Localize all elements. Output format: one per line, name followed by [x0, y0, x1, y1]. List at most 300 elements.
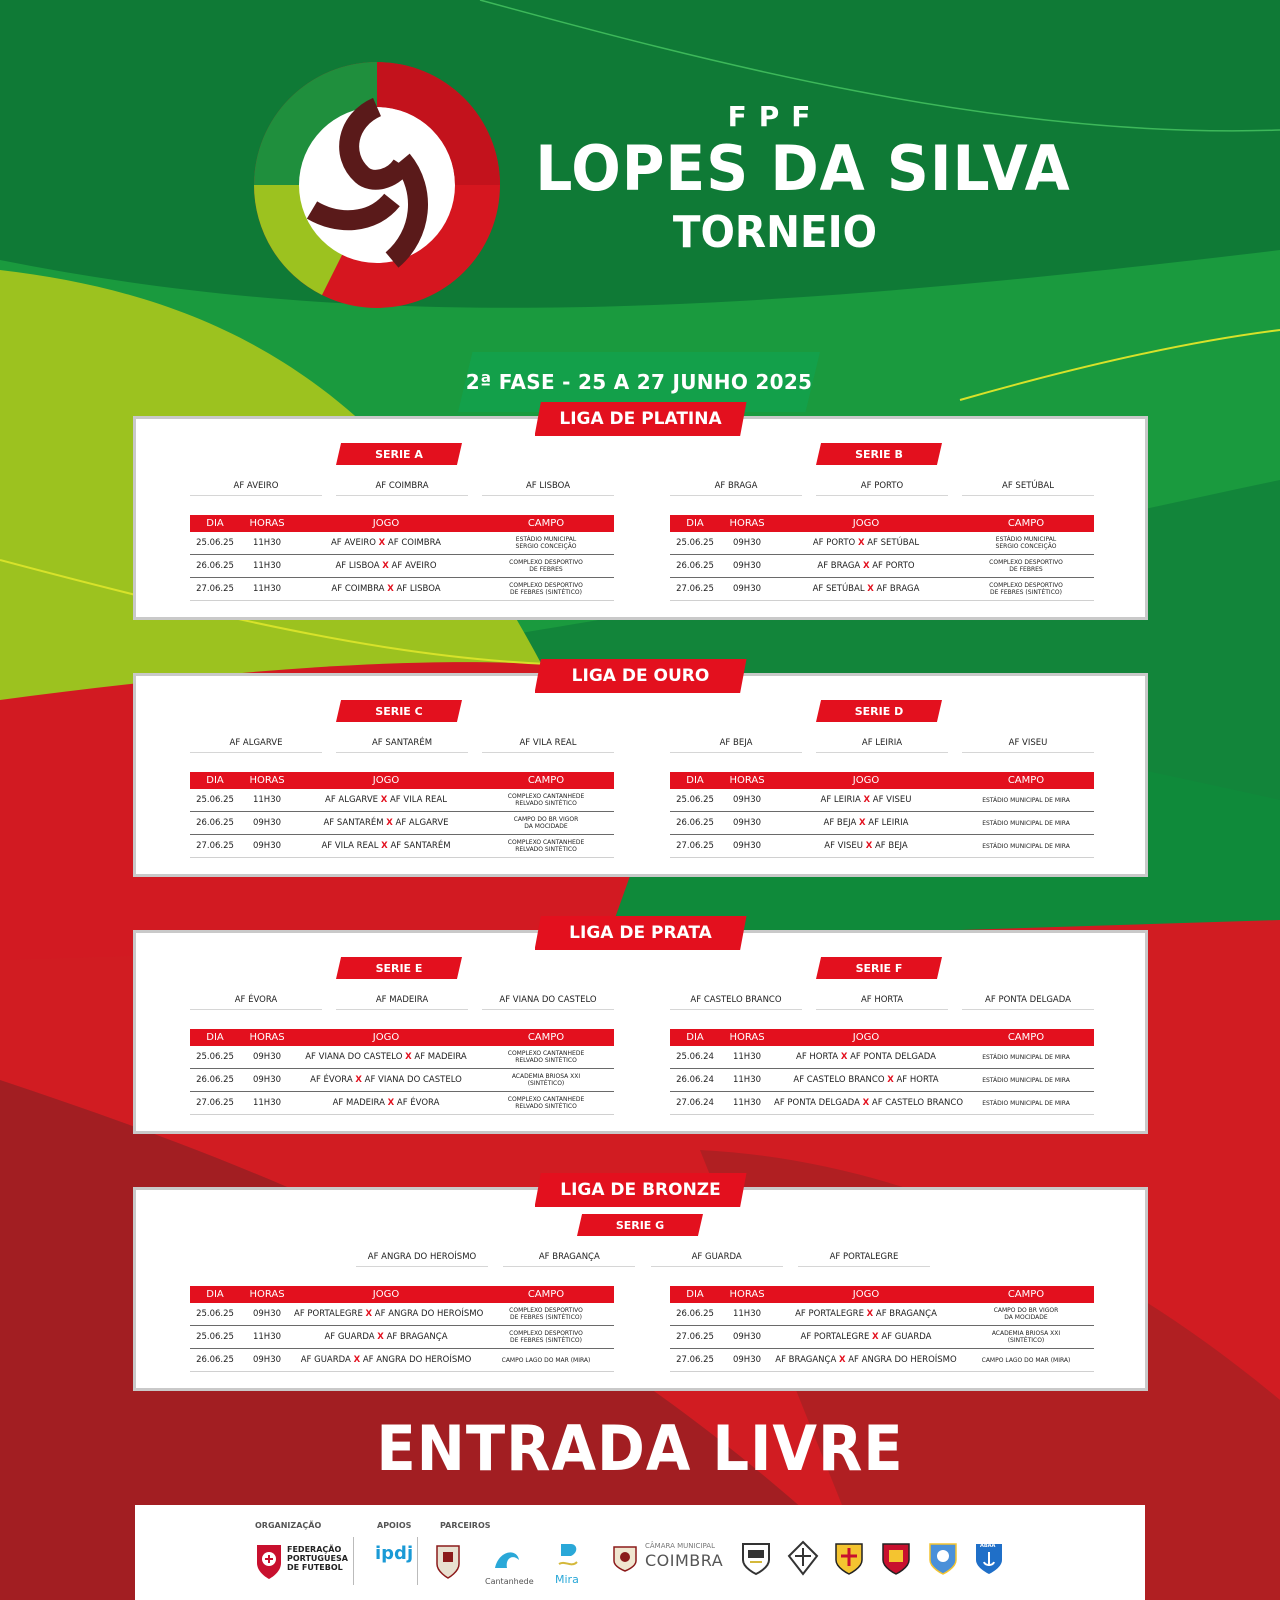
serie-name: SERIE A	[375, 447, 423, 461]
venue-line-1: CAMPO LAGO DO MAR (MIRA)	[501, 1356, 591, 1364]
game-row	[190, 812, 614, 835]
home-team: AF AVEIRO	[330, 538, 376, 548]
column-dia: DIA	[206, 775, 224, 786]
venue-line-2: DE FEBRES (SINTÉTICO)	[510, 589, 582, 596]
game-row	[190, 1303, 614, 1326]
venue-line-2: SERGIO CONCEIÇÃO	[515, 543, 577, 550]
versus-mark: X	[866, 1309, 874, 1319]
game-venue	[478, 793, 614, 807]
home-team: AF PORTALEGRE	[294, 1309, 363, 1319]
versus-mark: X	[858, 818, 866, 828]
game-date: 26.06.24	[676, 1075, 714, 1085]
game-matchup	[294, 1052, 478, 1062]
venue-line-2: (SINTÉTICO)	[527, 1080, 565, 1087]
home-team: AF ÉVORA	[310, 1075, 353, 1085]
mira-logo-icon	[555, 1540, 581, 1576]
venue-line-2: DE FEBRES (SINTÉTICO)	[510, 1314, 582, 1321]
game-row	[670, 1303, 1094, 1326]
schedule-table	[670, 1286, 1094, 1372]
game-row	[190, 532, 614, 555]
team-name: AF PORTO	[816, 481, 948, 496]
team-name: AF CASTELO BRANCO	[670, 995, 802, 1010]
column-horas: HORAS	[729, 1032, 765, 1043]
team-name: AF LISBOA	[482, 481, 614, 496]
game-venue	[958, 1054, 1094, 1061]
ipdj-logo: ipdj	[375, 1543, 414, 1564]
venue-line-1: COMPLEXO DESPORTIVO	[509, 1330, 583, 1337]
venue-line-2: DE FEBRES	[529, 566, 563, 573]
home-team: AF BEJA	[823, 818, 857, 828]
venue-line-1: ACADEMIA BRIOSA XXI	[991, 1330, 1061, 1337]
away-team: AF VILA REAL	[389, 795, 447, 805]
home-team: AF SETÚBAL	[812, 584, 865, 594]
home-team: AF SANTARÉM	[323, 818, 384, 828]
venue-line-1: ESTÁDIO MUNICIPAL DE MIRA	[982, 819, 1070, 827]
game-row	[190, 835, 614, 858]
column-campo: CAMPO	[527, 775, 565, 786]
game-row	[670, 532, 1094, 555]
game-venue	[478, 1307, 614, 1321]
versus-mark: X	[381, 841, 388, 851]
game-date: 26.06.25	[196, 1355, 234, 1365]
game-row	[670, 1349, 1094, 1372]
away-team: AF VIANA DO CASTELO	[364, 1075, 462, 1085]
venue-line-1: ESTÁDIO MUNICIPAL DE MIRA	[982, 796, 1070, 804]
game-time: 11H30	[252, 1098, 282, 1108]
game-row	[190, 1092, 614, 1115]
serie-tag	[816, 957, 942, 979]
home-team: AF LEIRIA	[820, 795, 861, 805]
venue-line-2: DA MOCIDADE	[1004, 1314, 1048, 1321]
away-team: AF ALGARVE	[395, 818, 449, 828]
column-dia: DIA	[206, 518, 224, 529]
league-panel	[133, 409, 1148, 620]
versus-mark: X	[380, 795, 388, 805]
game-time: 11H30	[252, 795, 282, 805]
game-date: 27.06.25	[196, 584, 234, 594]
team-name: AF BRAGANÇA	[503, 1252, 635, 1267]
venue-line-2: DA MOCIDADE	[524, 823, 568, 830]
game-time: 09H30	[732, 818, 762, 828]
game-time: 09H30	[732, 841, 762, 851]
serie-tag	[816, 700, 942, 722]
league-title-text: LIGA DE BRONZE	[560, 1180, 721, 1200]
team-name: AF ÉVORA	[190, 995, 322, 1010]
divider	[417, 1537, 418, 1585]
team-name: AF BEJA	[670, 738, 802, 753]
team-name: AF MADEIRA	[336, 995, 468, 1010]
cantanhede-logo: Cantanhede	[485, 1577, 534, 1586]
schedule-header	[670, 1029, 1094, 1046]
team-name: AF HORTA	[816, 995, 948, 1010]
venue-line-1: COMPLEXO DESPORTIVO	[509, 1307, 583, 1314]
team-name: AF AVEIRO	[190, 481, 322, 496]
game-time: 11H30	[732, 1098, 762, 1108]
game-venue	[958, 1100, 1094, 1107]
game-time: 09H30	[252, 841, 282, 851]
game-date: 25.06.25	[676, 795, 714, 805]
game-venue	[478, 536, 614, 550]
game-matchup	[774, 1098, 964, 1108]
league-title	[535, 1173, 747, 1207]
venue-line-1: CAMPO DO BR VIGOR	[993, 1307, 1059, 1314]
game-venue	[958, 1357, 1094, 1364]
game-matchup	[294, 538, 478, 548]
versus-mark: X	[862, 1098, 870, 1108]
league-title-text: LIGA DE PLATINA	[559, 409, 722, 429]
club-crest-5-icon	[927, 1540, 959, 1576]
team-name: AF VISEU	[962, 738, 1094, 753]
versus-mark: X	[862, 561, 870, 571]
league-panel	[133, 666, 1148, 877]
venue-line-2: RELVADO SINTÉTICO	[515, 1103, 577, 1110]
game-matchup	[294, 561, 478, 571]
game-matchup	[294, 1098, 478, 1108]
versus-mark: X	[387, 1098, 395, 1108]
team-list	[190, 995, 614, 1010]
team-list	[190, 738, 614, 753]
serie-tag	[336, 957, 462, 979]
label-organizacao: ORGANIZAÇÃO	[255, 1521, 322, 1530]
league-panel	[133, 1180, 1148, 1391]
league-title	[535, 402, 747, 436]
schedule-table	[190, 1029, 614, 1115]
schedule-header	[190, 1029, 614, 1046]
column-dia: DIA	[686, 518, 704, 529]
game-venue	[478, 559, 614, 573]
serie-tag	[336, 700, 462, 722]
away-team: AF HORTA	[896, 1075, 939, 1085]
versus-mark: X	[863, 795, 871, 805]
game-venue	[958, 1330, 1094, 1344]
venue-line-1: ESTÁDIO MUNICIPAL	[515, 536, 577, 543]
game-matchup	[774, 841, 958, 851]
game-row	[670, 835, 1094, 858]
game-matchup	[774, 1052, 958, 1062]
column-dia: DIA	[686, 1032, 704, 1043]
venue-line-1: COMPLEXO CANTANHEDE	[507, 1050, 585, 1057]
column-dia: DIA	[686, 1289, 704, 1300]
venue-line-1: ESTÁDIO MUNICIPAL DE MIRA	[982, 1099, 1070, 1107]
away-team: AF ANGRA DO HEROÍSMO	[848, 1355, 957, 1365]
game-row	[190, 1326, 614, 1349]
home-team: AF BRAGA	[817, 561, 861, 571]
game-matchup	[774, 795, 958, 805]
away-team: AF SANTARÉM	[390, 841, 451, 851]
game-venue	[478, 1357, 614, 1364]
game-date: 27.06.25	[196, 841, 234, 851]
schedule-header	[670, 772, 1094, 789]
game-time: 09H30	[732, 1355, 762, 1365]
column-campo: CAMPO	[527, 1032, 565, 1043]
away-team: AF GUARDA	[881, 1332, 932, 1342]
game-time: 11H30	[252, 584, 282, 594]
venue-line-2: DE FEBRES	[1009, 566, 1043, 573]
game-matchup	[774, 818, 958, 828]
versus-mark: X	[838, 1355, 846, 1365]
team-name: AF PONTA DELGADA	[962, 995, 1094, 1010]
versus-mark: X	[377, 1332, 384, 1342]
game-venue	[958, 1307, 1094, 1321]
schedule-table	[670, 515, 1094, 601]
serie-tag	[577, 1214, 703, 1236]
game-venue	[478, 1330, 614, 1344]
game-row	[190, 578, 614, 601]
game-time: 09H30	[252, 1052, 282, 1062]
game-row	[670, 1069, 1094, 1092]
cantanhede-wave-icon	[487, 1540, 527, 1580]
away-team: AF SETÚBAL	[867, 538, 920, 548]
schedule-header	[670, 515, 1094, 532]
column-campo: CAMPO	[527, 1289, 565, 1300]
tournament-subtitle: TORNEIO	[672, 207, 878, 258]
label-parceiros: PARCEIROS	[440, 1521, 491, 1530]
away-team: AF ÉVORA	[396, 1098, 440, 1108]
away-team: AF LEIRIA	[868, 818, 909, 828]
serie-name: SERIE E	[375, 961, 423, 975]
league-title-text: LIGA DE PRATA	[569, 923, 712, 943]
column-campo: CAMPO	[1007, 1032, 1045, 1043]
venue-line-1: COMPLEXO DESPORTIVO	[989, 559, 1063, 566]
venue-line-2: RELVADO SINTÉTICO	[515, 1057, 577, 1064]
game-time: 09H30	[252, 1075, 282, 1085]
free-entry-text: ENTRADA LIVRE	[376, 1412, 904, 1485]
game-matchup	[294, 841, 478, 851]
home-team: AF VILA REAL	[321, 841, 379, 851]
column-horas: HORAS	[729, 518, 765, 529]
venue-line-1: COMPLEXO CANTANHEDE	[507, 839, 585, 846]
schedule-table	[190, 772, 614, 858]
home-team: AF MADEIRA	[332, 1098, 385, 1108]
versus-mark: X	[840, 1052, 848, 1062]
team-name: AF LEIRIA	[816, 738, 948, 753]
team-list	[670, 481, 1094, 496]
team-name: AF ALGARVE	[190, 738, 322, 753]
venue-line-1: ACADEMIA BRIOSA XXI	[511, 1073, 581, 1080]
game-date: 25.06.25	[196, 538, 234, 548]
home-team: AF PORTALEGRE	[795, 1309, 864, 1319]
venue-line-1: CAMPO LAGO DO MAR (MIRA)	[981, 1356, 1071, 1364]
home-team: AF PORTO	[812, 538, 856, 548]
game-venue	[478, 1050, 614, 1064]
away-team: AF COIMBRA	[387, 538, 442, 548]
schedule-header	[190, 1286, 614, 1303]
league-title	[535, 659, 747, 693]
org-name: FPF	[727, 100, 823, 133]
venue-line-1: ESTÁDIO MUNICIPAL DE MIRA	[982, 1076, 1070, 1084]
away-team: AF VISEU	[872, 795, 912, 805]
away-team: AF ANGRA DO HEROÍSMO	[374, 1309, 484, 1319]
team-name: AF BRAGA	[670, 481, 802, 496]
away-team: AF ANGRA DO HEROÍSMO	[362, 1355, 472, 1365]
column-campo: CAMPO	[1007, 518, 1045, 529]
column-jogo: JOGO	[372, 1289, 400, 1300]
versus-mark: X	[865, 841, 873, 851]
fpf-line-1: FEDERAÇÃO	[287, 1545, 342, 1554]
game-matchup	[294, 1355, 478, 1365]
game-matchup	[774, 1355, 958, 1365]
column-jogo: JOGO	[372, 1032, 400, 1043]
schedule-table	[670, 1029, 1094, 1115]
game-date: 26.06.25	[676, 1309, 714, 1319]
game-venue	[958, 843, 1094, 850]
game-time: 09H30	[732, 561, 762, 571]
venue-line-1: ESTÁDIO MUNICIPAL DE MIRA	[982, 1053, 1070, 1061]
versus-mark: X	[867, 584, 874, 594]
game-row	[190, 1046, 614, 1069]
versus-mark: X	[365, 1309, 373, 1319]
column-jogo: JOGO	[852, 518, 880, 529]
game-matchup	[774, 561, 958, 571]
game-row	[670, 555, 1094, 578]
fpf-line-2: PORTUGUESA	[287, 1554, 348, 1563]
game-time: 11H30	[252, 1332, 282, 1342]
game-date: 27.06.24	[676, 1098, 714, 1108]
versus-mark: X	[887, 1075, 894, 1085]
schedule-header	[190, 772, 614, 789]
away-team: AF MADEIRA	[414, 1052, 467, 1062]
league-title-text: LIGA DE OURO	[571, 666, 710, 686]
game-row	[670, 1092, 1094, 1115]
serie-tag	[336, 443, 462, 465]
column-dia: DIA	[206, 1032, 224, 1043]
team-name: AF ANGRA DO HEROÍSMO	[356, 1252, 488, 1267]
game-date: 26.06.25	[196, 561, 234, 571]
column-jogo: JOGO	[852, 1032, 880, 1043]
venue-line-2: SERGIO CONCEIÇÃO	[995, 543, 1057, 550]
game-time: 09H30	[732, 584, 762, 594]
schedule-table	[190, 1286, 614, 1372]
game-venue	[958, 582, 1094, 596]
home-team: AF HORTA	[796, 1052, 839, 1062]
column-horas: HORAS	[249, 1032, 285, 1043]
serie-name: SERIE F	[855, 961, 903, 975]
serie-name: SERIE D	[854, 704, 904, 718]
versus-mark: X	[378, 538, 386, 548]
game-time: 11H30	[732, 1075, 762, 1085]
column-jogo: JOGO	[372, 775, 400, 786]
game-time: 11H30	[252, 561, 282, 571]
game-date: 27.06.25	[676, 584, 714, 594]
home-team: AF GUARDA	[324, 1332, 375, 1342]
game-venue	[478, 1073, 614, 1087]
game-matchup	[294, 1075, 478, 1085]
venue-line-2: DE FEBRES (SINTÉTICO)	[510, 1337, 582, 1344]
away-team: AF BRAGANÇA	[875, 1309, 937, 1319]
game-matchup	[294, 818, 478, 828]
camara-line-1: CÂMARA MUNICIPAL	[645, 1542, 715, 1550]
schedule-header	[670, 1286, 1094, 1303]
game-matchup	[774, 538, 958, 548]
game-row	[670, 578, 1094, 601]
game-matchup	[774, 584, 958, 594]
game-time: 09H30	[732, 795, 762, 805]
home-team: AF ALGARVE	[325, 795, 378, 805]
game-row	[670, 1326, 1094, 1349]
away-team: AF PONTA DELGADA	[850, 1052, 936, 1062]
serie-name: SERIE G	[615, 1218, 665, 1232]
club-crest-1-icon	[740, 1540, 772, 1576]
home-team: AF BRAGANÇA	[775, 1355, 837, 1365]
schedule-table	[670, 772, 1094, 858]
game-matchup	[294, 1309, 484, 1319]
team-name: AF VILA REAL	[482, 738, 614, 753]
club-crest-4-icon	[880, 1540, 912, 1576]
game-venue	[958, 820, 1094, 827]
game-date: 27.06.25	[676, 1332, 714, 1342]
game-row	[190, 555, 614, 578]
game-time: 09H30	[252, 1355, 282, 1365]
venue-line-1: COMPLEXO DESPORTIVO	[509, 559, 583, 566]
club-crest-2-icon	[787, 1540, 819, 1576]
column-campo: CAMPO	[1007, 1289, 1045, 1300]
column-horas: HORAS	[249, 518, 285, 529]
away-team: AF LISBOA	[396, 584, 441, 594]
versus-mark: X	[382, 561, 389, 571]
team-name: AF PORTALEGRE	[798, 1252, 930, 1267]
team-name: AF COIMBRA	[336, 481, 468, 496]
game-matchup	[774, 1075, 958, 1085]
versus-mark: X	[872, 1332, 879, 1342]
camara-line-2: COIMBRA	[645, 1551, 724, 1570]
home-team: AF CASTELO BRANCO	[793, 1075, 885, 1085]
game-venue	[958, 536, 1094, 550]
game-date: 25.06.25	[196, 1309, 234, 1319]
game-matchup	[294, 795, 478, 805]
serie-name: SERIE C	[375, 704, 423, 718]
serie-tag	[816, 443, 942, 465]
away-team: AF PORTO	[872, 561, 915, 571]
game-venue	[478, 816, 614, 830]
fpf-name	[287, 1545, 348, 1572]
column-jogo: JOGO	[852, 775, 880, 786]
team-name: AF VIANA DO CASTELO	[482, 995, 614, 1010]
team-list	[670, 738, 1094, 753]
game-row	[670, 789, 1094, 812]
fpf-crest-icon	[255, 1543, 283, 1581]
game-date: 25.06.25	[196, 1052, 234, 1062]
game-row	[190, 1349, 614, 1372]
divider	[353, 1537, 354, 1585]
game-matchup	[294, 584, 478, 594]
game-row	[190, 1069, 614, 1092]
game-venue	[958, 559, 1094, 573]
game-time: 09H30	[732, 538, 762, 548]
team-name: AF GUARDA	[651, 1252, 783, 1267]
league-panel	[133, 923, 1148, 1134]
column-jogo: JOGO	[852, 1289, 880, 1300]
away-team: AF AVEIRO	[391, 561, 437, 571]
versus-mark: X	[405, 1052, 412, 1062]
game-date: 26.06.25	[676, 561, 714, 571]
game-matchup	[294, 1332, 478, 1342]
venue-line-1: COMPLEXO DESPORTIVO	[989, 582, 1063, 589]
venue-line-1: ESTÁDIO MUNICIPAL DE MIRA	[982, 842, 1070, 850]
abaa-label: ABAA	[980, 1543, 996, 1549]
game-date: 27.06.25	[676, 841, 714, 851]
game-date: 26.06.25	[676, 818, 714, 828]
municipal-crest-icon	[435, 1540, 461, 1580]
fpf-line-3: DE FUTEBOL	[287, 1563, 343, 1572]
game-venue	[958, 1077, 1094, 1084]
column-horas: HORAS	[249, 775, 285, 786]
column-jogo: JOGO	[372, 518, 400, 529]
sponsors-bar	[135, 1505, 1145, 1600]
versus-mark: X	[353, 1355, 361, 1365]
league-title	[535, 916, 747, 950]
home-team: AF LISBOA	[335, 561, 380, 571]
home-team: AF PONTA DELGADA	[774, 1098, 860, 1108]
